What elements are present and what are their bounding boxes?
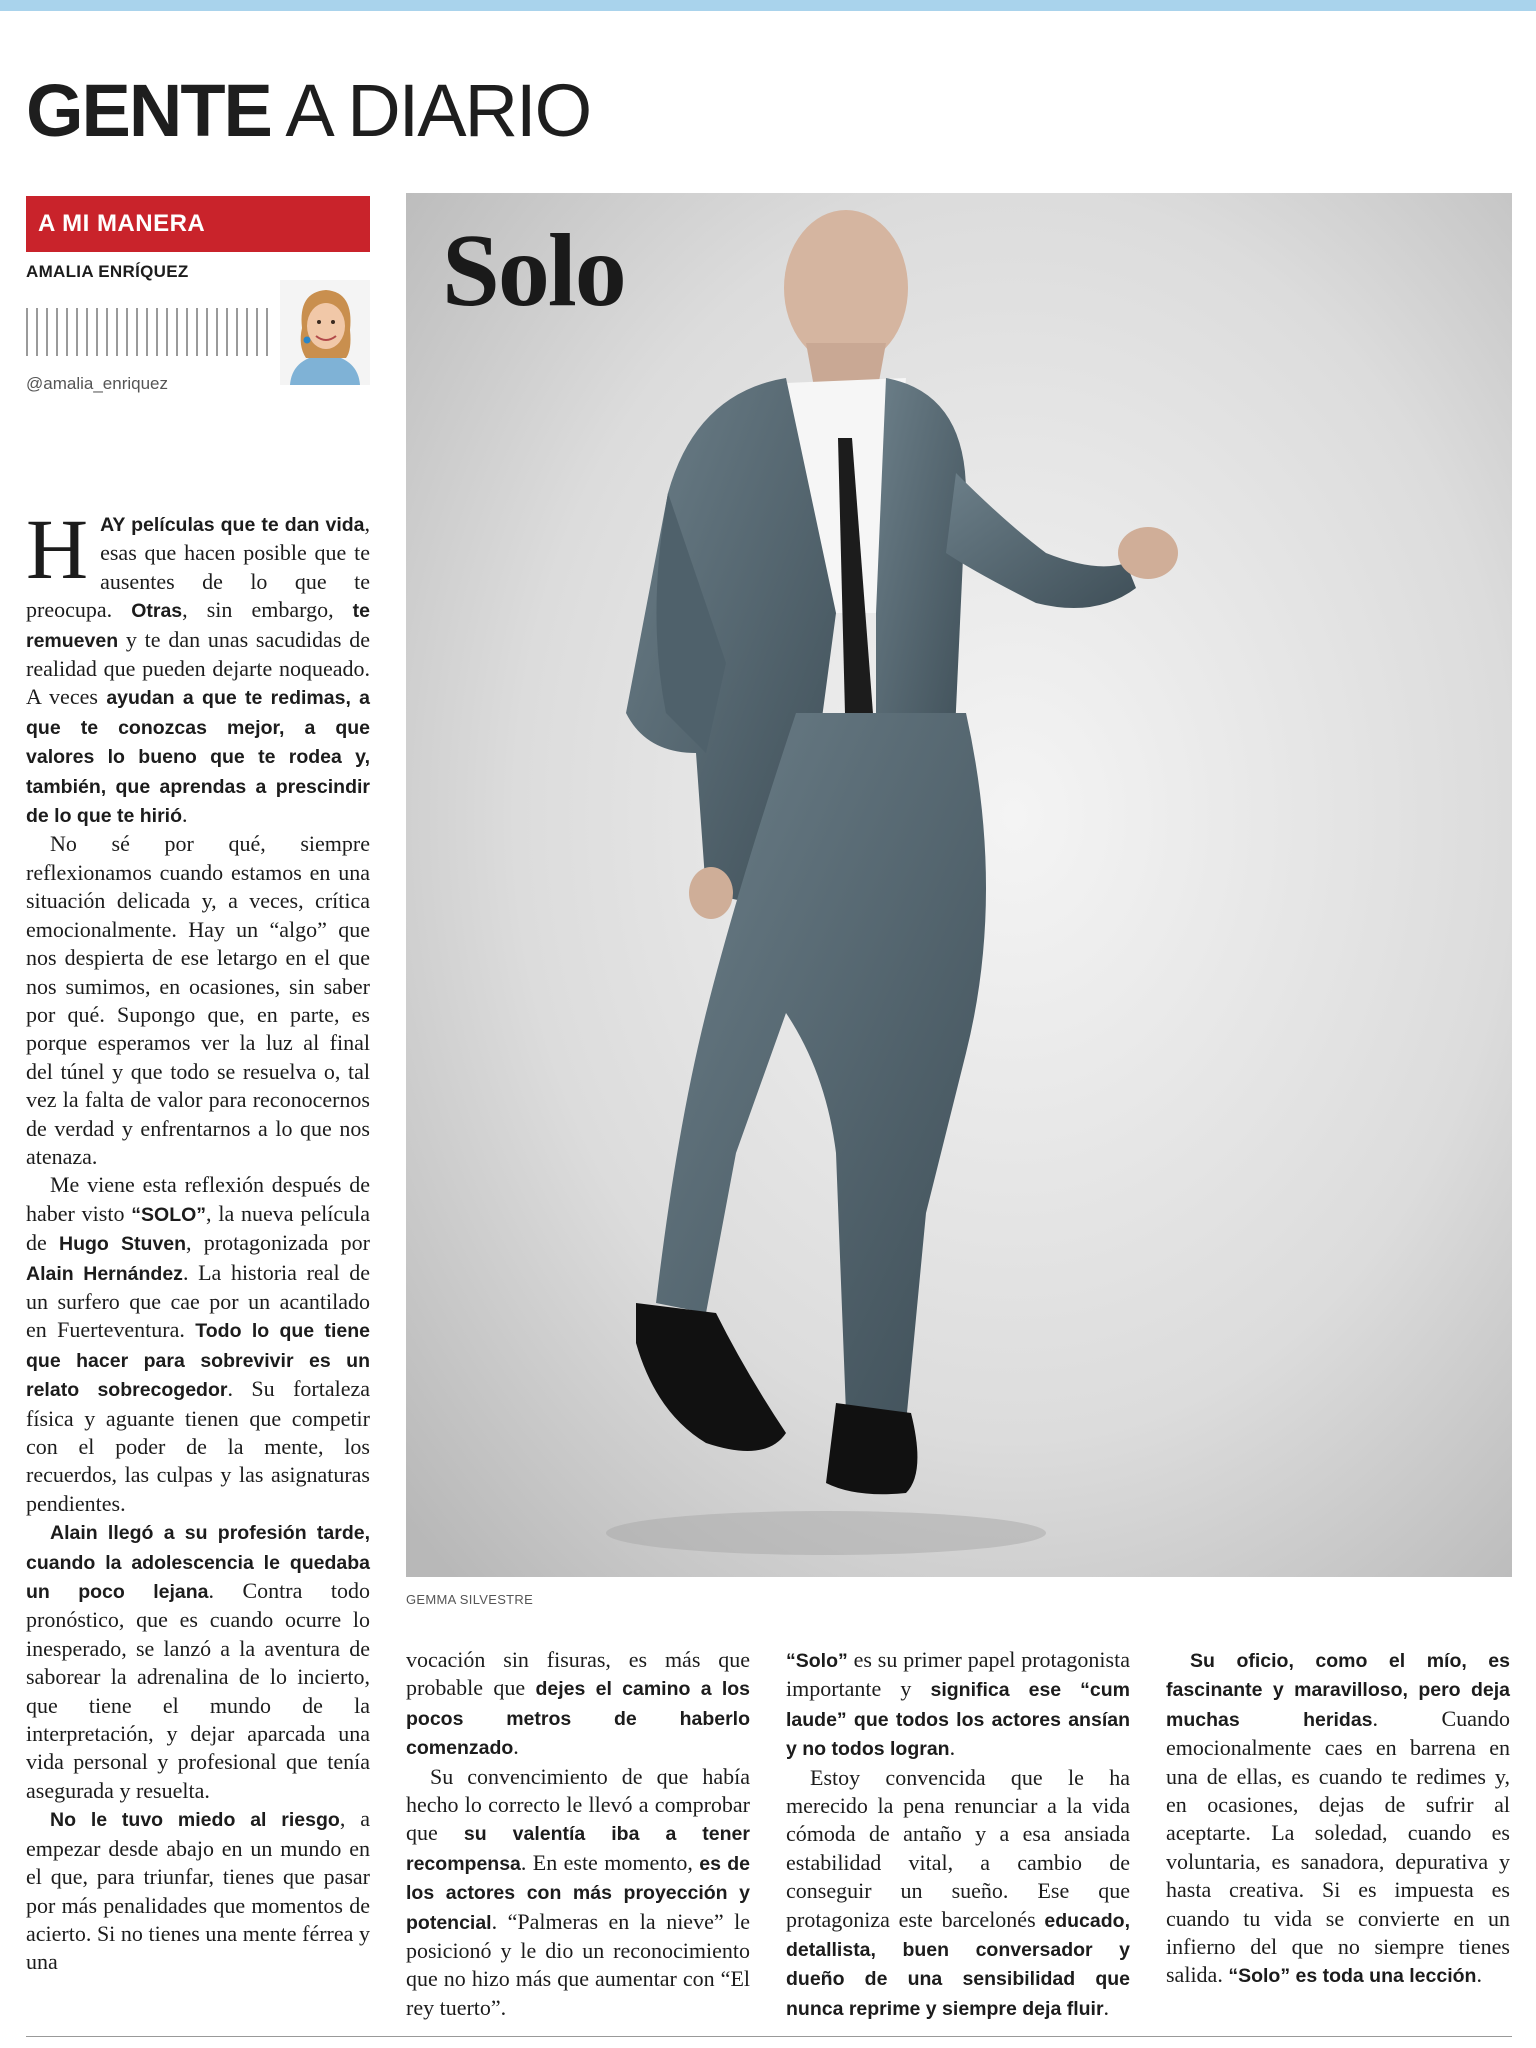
text: , esas que hacen posible que te ausentes de lo que te preocupa. [26, 511, 370, 623]
article-column-1 [26, 501, 371, 1977]
paragraph [786, 1764, 1130, 2024]
photo-credit: GEMMA SILVESTRE [406, 1592, 534, 1607]
decorative-barcode [26, 308, 276, 356]
text: es su primer papel protagonista importante y [786, 1647, 1130, 1702]
bold-text: Hugo Stuven [59, 1233, 187, 1256]
text: . Contra todo pronóstico, que es cuando ocurre lo inesperado, se lanzó a la aventura de saborear la adrenalina de lo incierto, que tiene el mundo de la interpretación, y dejar aparcada una vida personal y profesional que tenía asegurada y resuelta. [26, 1578, 370, 1803]
text: Su convencimiento de que había hecho lo correcto le llevó a comprobar que [406, 1763, 750, 1846]
main-photo [406, 193, 1512, 1577]
bold-text: ayudan a que te redimas, a que te conozcas mejor, a que valores lo bueno que te rodea y, también, que aprendas a prescindir de lo que te hirió [26, 687, 371, 828]
column-section-label: A MI MANERA [26, 196, 370, 252]
section-masthead [26, 66, 590, 156]
bold-text: dejes el camino a los pocos metros de haberlo comenzado [406, 1678, 751, 1760]
bold-text: Todo lo que tiene que hacer para sobrevivir es un relato sobrecogedor [26, 1320, 370, 1402]
text: . Su fortaleza física y aguante tienen que competir con el poder de la mente, los recuerdos, las culpas y las asignaturas pendientes. [26, 1376, 371, 1516]
article-column-2 [406, 1646, 750, 2022]
article-headline: Solo [442, 213, 625, 328]
text: . En este momento, [520, 1849, 700, 1875]
text: Me viene esta reflexión después de haber visto [26, 1172, 370, 1226]
bold-text: “SOLO” [131, 1203, 207, 1226]
bold-text: educado, detallista, buen conversador y dueño de una sensibilidad que nunca reprime y siempre deja fluir [786, 1909, 1130, 2020]
bold-text: No le tuvo miedo al riesgo [50, 1809, 340, 1832]
text: . [182, 802, 188, 828]
text: . Cuando emocionalmente caes en barrena en una de ellas, es cuando te redimes y, en ocasiones, dejas de sufrir al aceptarte. La soledad, cuando es voluntaria, es sanadora, depurativa y hasta creativa. Si es impuesta es cuando tu vida se convierte en un infierno del que no siempre tienes salida. [1166, 1705, 1510, 1988]
bottom-rule [26, 2036, 1512, 2037]
author-handle: @amalia_enriquez [26, 374, 169, 393]
paragraph [26, 501, 371, 830]
text: . La historia real de un surfero que cae por un acantilado en Fuerteventura. [26, 1259, 370, 1343]
paragraph [26, 1518, 370, 1805]
text: y te dan unas sacudidas de realidad que pueden dejarte noqueado. A veces [26, 626, 370, 710]
article-column-3 [786, 1646, 1130, 2023]
paragraph [26, 1805, 370, 1976]
author-name: AMALIA ENRÍQUEZ [26, 262, 189, 281]
text: , la nueva película de [26, 1200, 370, 1256]
article-column-4 [1166, 1646, 1510, 1991]
bold-text: Otras [131, 600, 183, 623]
bold-text: su valentía iba a tener recompensa [406, 1823, 750, 1875]
bold-text: significa ese “cum laude” que todos los actores ansían y no todos logran [786, 1679, 1130, 1761]
paragraph [1166, 1646, 1510, 1991]
paragraph [26, 1171, 370, 1518]
text: . [1476, 1962, 1482, 1988]
masthead-light: A DIARIO [285, 69, 591, 152]
paragraph [406, 1763, 750, 2023]
text: , protagonizada por [186, 1230, 371, 1256]
lead-in: AY películas que te dan vida [100, 514, 365, 536]
text: Estoy convencida que le ha merecido la pena renunciar a la vida cómoda de antaño y a esa ansiada estabilidad vital, a cambio de conseguir un sueño. Ese que protagoniza este barcelonés [786, 1764, 1130, 1932]
text: . [949, 1735, 956, 1761]
text: . “Palmeras en la nieve” le posicionó y le dio un reconocimiento que no hizo más que aumentar con “El rey tuerto”. [406, 1908, 750, 2020]
masthead-bold: GENTE [26, 69, 271, 152]
text: vocación sin fisuras, es más que probable que [406, 1647, 750, 1701]
paragraph: No sé por qué, siempre reflexionamos cuando estamos en una situación delicada y, a veces, crítica emocionalmente. Hay un “algo” que nos despierta de ese letargo en el que nos sumimos, en ocasiones, sin saber por qué. Supongo que, en parte, es porque esperamos ver la luz al final del túnel y que todo se resuelva o, tal vez la falta de valor para reconocernos de verdad y enfrentarnos a lo que nos atenaza. [26, 831, 370, 1169]
top-color-bar [0, 0, 1536, 11]
bold-text: Alain Hernández [26, 1262, 183, 1285]
bold-text: Alain llegó a su profesión tarde, cuando la adolescencia le quedaba un poco lejana [26, 1522, 370, 1604]
bold-text: Su oficio, como el mío, es fascinante y maravilloso, pero deja muchas heridas [1166, 1650, 1510, 1731]
text: , sin embargo, [182, 597, 353, 623]
text: . [513, 1734, 519, 1760]
text: . [1103, 1994, 1110, 2020]
bold-text: “Solo” [786, 1650, 848, 1672]
text: , a empezar desde abajo en un mundo en el que, para triunfar, tienes que pasar por más penalidades que momentos de acierto. Si no tienes una mente férrea y una [26, 1806, 370, 1975]
dropcap: H [26, 501, 89, 597]
author-avatar [280, 280, 370, 385]
paragraph [406, 1646, 750, 1763]
bold-text: “Solo” es toda una lección [1228, 1965, 1477, 1988]
bold-text: te remueven [26, 600, 370, 652]
bold-text: es de los actores con más proyección y potencial [406, 1852, 750, 1934]
paragraph [786, 1646, 1130, 1764]
